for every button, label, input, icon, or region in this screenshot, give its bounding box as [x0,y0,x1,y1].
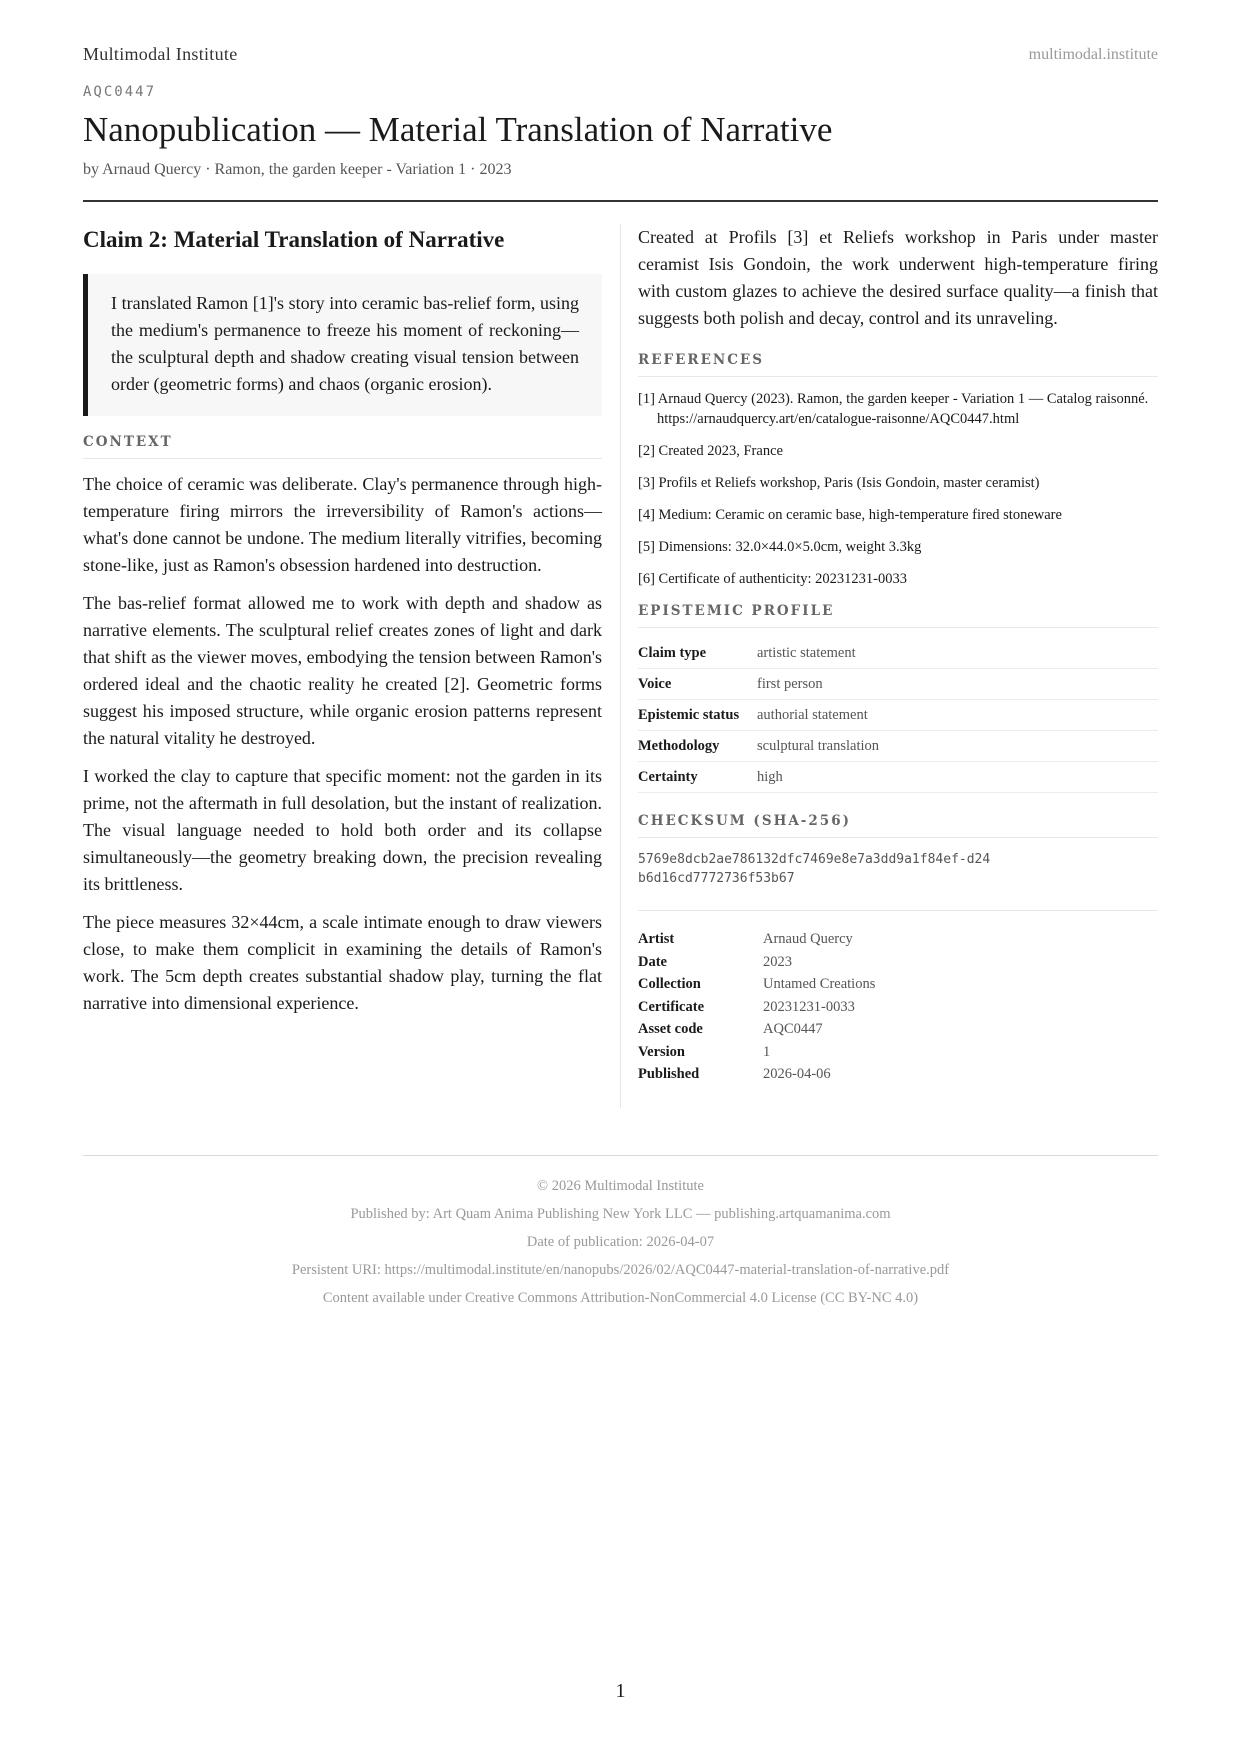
context-paragraph: The piece measures 32×44cm, a scale intimate enough to draw viewers close, to make them complicit in examining the details of Ramon's work. The 5cm depth creates substantial shadow play, turning the flat narrative into dimensional experience. [83,912,602,1013]
context-continuation: Created at Profils [3] et Reliefs workshop in Paris under master ceramist Isis Gondoin, the work underwent high-temperature firing with custom glazes to achieve the desired surface quality—a finish that suggests both polish and decay, control and its unraveling. [638,227,1158,328]
metadata-value: 2023 [763,953,792,970]
table-row [638,1063,1158,1086]
table-row [638,762,1158,793]
reference-item: [6] Certificate of authenticity: 20231231-0033 [638,571,907,587]
footer-license: Content available under Creative Commons Attribution-NonCommercial 4.0 License (CC BY-NC 4.0) [322,1290,919,1306]
profile-key: Certainty [638,762,757,793]
header-divider [83,200,1158,202]
metadata-key: Artist [638,931,675,947]
metadata-key: Date [638,953,667,970]
table-row [638,1018,1158,1041]
asset-code: AQC0447 [83,84,157,100]
profile-value: high [757,762,1158,793]
profile-key: Epistemic status [638,700,757,731]
metadata-divider [638,910,1158,911]
column-divider [620,224,621,1108]
table-row [638,951,1158,974]
left-column [83,224,602,1017]
reference-item: [2] Created 2023, France [638,443,783,459]
footer-publication-date: Date of publication: 2026-04-07 [526,1234,715,1250]
metadata-key: Collection [638,976,701,992]
right-column [638,224,1158,1086]
footer-persistent-uri: Persistent URI: https://multimodal.institute/en/nanopubs/2026/02/AQC0447-material-translation-of-narrative.pdf [291,1262,950,1278]
epistemic-profile-heading: EPISTEMIC PROFILE [638,603,1158,628]
table-row [638,973,1158,996]
top-bar [83,44,1158,68]
profile-key: Methodology [638,731,757,762]
references-heading: REFERENCES [638,352,1158,377]
profile-key: Voice [638,669,757,700]
profile-value: authorial statement [757,700,1158,731]
table-row [638,1041,1158,1064]
claim-quote: I translated Ramon [1]'s story into ceramic bas-relief form, using the medium's permanence to freeze his moment of reckoning—the sculptural depth and shadow creating visual tension between order (geometric forms) and chaos (organic erosion). [83,274,602,416]
footer-divider [83,1155,1158,1156]
epistemic-profile-table [638,638,1158,793]
site-domain: multimodal.institute [1028,46,1158,63]
context-paragraph: I worked the clay to capture that specific moment: not the garden in its prime, not the aftermath in full desolation, but the instant of realization. The visual language needed to hold both order and its collapse simultaneously—the geometry breaking down, the precision revealing its brittleness. [83,766,602,894]
institute-name: Multimodal Institute [83,44,238,64]
metadata-key: Asset code [638,1021,703,1037]
profile-value: first person [757,669,1158,700]
metadata-value: 20231231-0033 [763,998,855,1015]
reference-item: [1] Arnaud Quercy (2023). Ramon, the garden keeper - Variation 1 — Catalog raisonné. https://arnaudquercy.art/en/catalogue-raisonne/AQC0447.html [638,391,1149,427]
profile-key: Claim type [638,638,757,669]
metadata-key: Published [638,1066,700,1082]
metadata-value: Arnaud Quercy [763,931,853,947]
table-row [638,996,1158,1019]
reference-item: [3] Profils et Reliefs workshop, Paris (Isis Gondoin, master ceramist) [638,475,1040,491]
page-number: 1 [615,1680,626,1702]
metadata-value: 1 [763,1043,771,1060]
metadata-value: Untamed Creations [763,976,876,992]
metadata-key: Version [638,1043,685,1060]
footer-copyright: © 2026 Multimodal Institute [537,1178,704,1194]
metadata-value: 2026-04-06 [763,1066,831,1082]
profile-value: artistic statement [757,638,1158,669]
references-list [638,389,1158,589]
page-title: Nanopublication — Material Translation of Narrative [83,110,833,149]
byline: by Arnaud Quercy · Ramon, the garden keeper - Variation 1 · 2023 [83,161,512,178]
context-heading: CONTEXT [83,434,602,459]
footer-publisher: Published by: Art Quam Anima Publishing New York LLC — publishing.artquamanima.com [350,1206,891,1222]
table-row [638,700,1158,731]
table-row [638,928,1158,951]
table-row [638,731,1158,762]
context-paragraph: The choice of ceramic was deliberate. Clay's permanence through high-temperature firing mirrors the irreversibility of Ramon's actions—what's done cannot be undone. The medium literally vitrifies, becoming stone-like, just as Ramon's obsession hardened into destruction. [83,474,602,575]
reference-item: [5] Dimensions: 32.0×44.0×5.0cm, weight 3.3kg [638,539,922,555]
metadata-table [638,928,1158,1086]
checksum-heading: CHECKSUM (SHA-256) [638,813,1158,838]
footer [83,1172,1158,1312]
table-row [638,638,1158,669]
claim-title: Claim 2: Material Translation of Narrative [83,227,505,252]
reference-item: [4] Medium: Ceramic on ceramic base, high-temperature fired stoneware [638,507,1062,523]
metadata-key: Certificate [638,998,705,1015]
context-paragraph: The bas-relief format allowed me to work with depth and shadow as narrative elements. The sculptural relief creates zones of light and dark that shift as the viewer moves, embodying the tension between Ramon's ordered ideal and the chaotic reality he created [2]. Geometric forms suggest his imposed structure, while organic erosion patterns represent the natural vitality he destroyed. [83,593,602,748]
metadata-value: AQC0447 [763,1021,823,1037]
profile-value: sculptural translation [757,731,1158,762]
table-row [638,669,1158,700]
checksum-value: 5769e8dcb2ae786132dfc7469e8e7a3dd9a1f84ef-d24b6d16cd7772736f53b67 [638,852,991,886]
